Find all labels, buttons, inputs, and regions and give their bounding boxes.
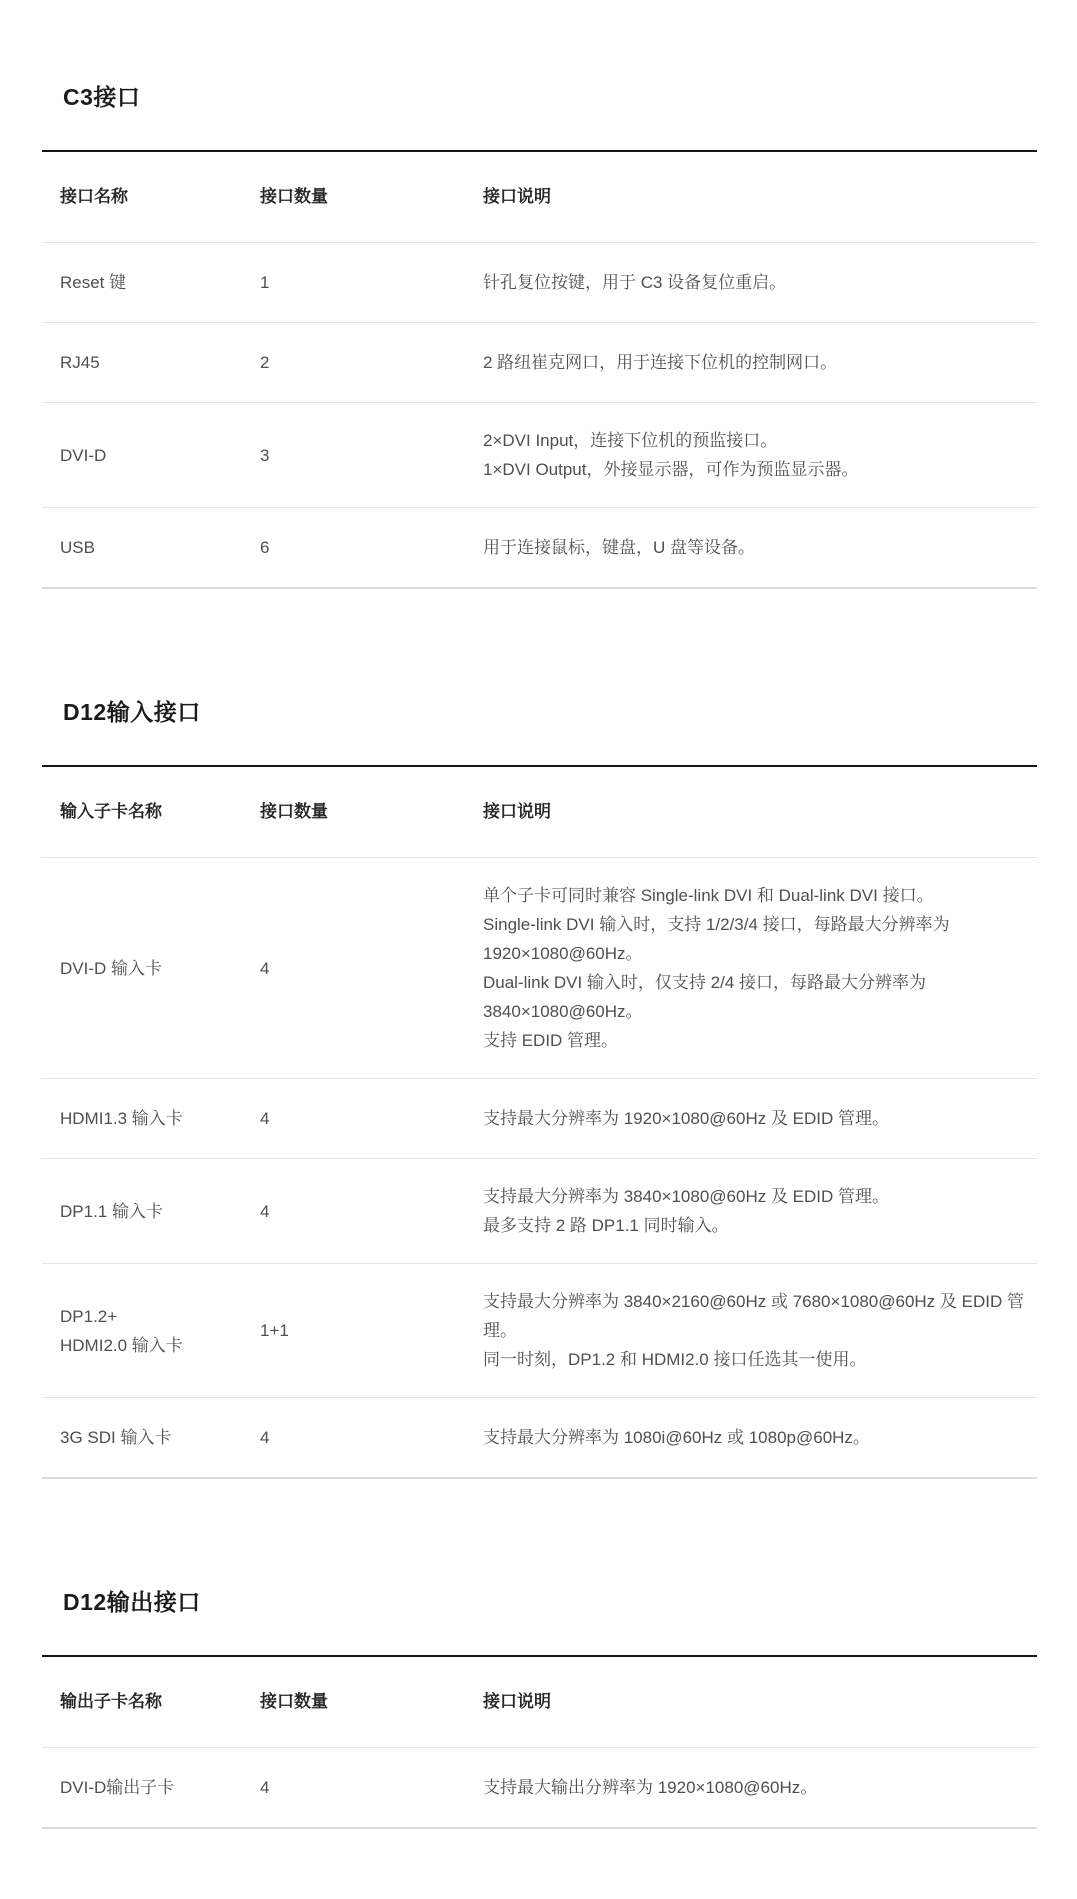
spec-table [42,150,1037,589]
row-quantity-cell: 1 [260,273,270,292]
row-name-cell [60,954,260,983]
table-row [42,1747,1037,1827]
row-description-line: Dual-link DVI 输入时，仅支持 2/4 接口，每路最大分辨率为 3840×1080@60Hz。 [483,973,926,1021]
row-quantity-cell: 4 [260,1201,270,1221]
row-description-line: 支持最大分辨率为 1920×1080@60Hz 及 EDID 管理。 [483,1109,890,1128]
row-description-cell [483,533,1031,562]
row-description-line: 用于连接鼠标，键盘，U 盘等设备。 [483,538,755,557]
spec-table [42,765,1037,1479]
row-description-cell [483,426,1031,484]
row-quantity-cell: 3 [260,445,270,465]
row-name-cell [60,533,260,562]
column-header-quantity: 接口数量 [260,802,328,821]
spec-section [42,84,1037,589]
row-description-cell [483,1104,1031,1133]
column-header-description: 接口说明 [483,187,551,206]
column-header-name: 接口名称 [60,187,128,206]
row-description-cell [483,1182,1031,1240]
table-row [42,507,1037,587]
section-title: D12输出接口 [63,1589,201,1615]
column-header-description: 接口说明 [483,802,551,821]
row-name-line: DVI-D 输入卡 [60,958,162,978]
column-header-name: 输入子卡名称 [60,802,162,821]
table-row [42,402,1037,507]
table-header-row [42,152,1037,242]
row-description-line: 2 路纽崔克网口，用于连接下位机的控制网口。 [483,353,838,372]
row-name-cell [60,348,260,377]
row-name-line: USB [60,538,95,557]
row-name-line: DVI-D输出子卡 [60,1778,175,1797]
row-description-line: 针孔复位按键，用于 C3 设备复位重启。 [483,273,787,292]
table-row [42,1263,1037,1397]
column-header-name: 输出子卡名称 [60,1692,162,1711]
row-description-line: 单个子卡可同时兼容 Single-link DVI 和 Dual-link DVI 接口。 [483,886,934,905]
row-quantity-cell: 4 [260,1778,270,1797]
row-name-line: RJ45 [60,353,100,372]
row-quantity-cell: 4 [260,1109,270,1128]
row-name-cell [60,268,260,297]
row-description-line: 2×DVI Input，连接下位机的预监接口。 [483,431,778,450]
row-name-line: HDMI2.0 输入卡 [60,1335,183,1355]
row-quantity-cell: 1+1 [260,1321,289,1340]
row-name-cell [60,441,260,470]
row-name-cell [60,1773,260,1802]
row-name-line: DVI-D [60,445,107,465]
row-description-cell [483,348,1031,377]
table-row [42,1397,1037,1477]
row-description-line: 支持最大分辨率为 3840×2160@60Hz 或 7680×1080@60Hz 及 EDID 管理。 [483,1292,1024,1340]
table-row [42,1158,1037,1263]
table-row [42,857,1037,1078]
row-description-cell [483,1423,1031,1452]
column-header-description: 接口说明 [483,1692,551,1711]
row-quantity-cell: 4 [260,1428,270,1447]
table-header-row [42,1657,1037,1747]
row-description-line: 1×DVI Output，外接显示器，可作为预监显示器。 [483,460,859,479]
row-description-line: 支持最大分辨率为 1080i@60Hz 或 1080p@60Hz。 [483,1428,870,1447]
row-description-cell [483,881,1031,1055]
row-quantity-cell: 2 [260,353,270,372]
row-description-cell [483,1773,1031,1802]
row-description-cell [483,268,1031,297]
row-quantity-cell: 4 [260,958,270,978]
spec-section [42,699,1037,1479]
row-name-line: Reset 键 [60,273,127,292]
row-quantity-cell: 6 [260,538,270,557]
column-header-quantity: 接口数量 [260,1692,328,1711]
spec-section [42,1589,1037,1829]
section-title: D12输入接口 [63,699,201,725]
row-name-line: 3G SDI 输入卡 [60,1428,172,1447]
section-title: C3接口 [63,84,141,110]
row-name-cell [60,1197,260,1226]
table-row [42,322,1037,402]
row-description-line: 最多支持 2 路 DP1.1 同时输入。 [483,1216,729,1235]
table-header-row [42,767,1037,857]
row-name-cell [60,1423,260,1452]
row-description-line: 同一时刻，DP1.2 和 HDMI2.0 接口任选其一使用。 [483,1350,867,1369]
row-description-cell [483,1287,1031,1374]
row-name-cell [60,1302,260,1360]
row-description-line: Single-link DVI 输入时，支持 1/2/3/4 接口，每路最大分辨率为 1920×1080@60Hz。 [483,915,950,963]
row-name-cell [60,1104,260,1133]
row-name-line: DP1.2+ [60,1306,118,1326]
table-row [42,1078,1037,1158]
column-header-quantity: 接口数量 [260,187,328,206]
row-name-line: HDMI1.3 输入卡 [60,1109,183,1128]
row-name-line: DP1.1 输入卡 [60,1201,163,1221]
table-row [42,242,1037,322]
row-description-line: 支持 EDID 管理。 [483,1031,619,1050]
row-description-line: 支持最大分辨率为 3840×1080@60Hz 及 EDID 管理。 [483,1187,890,1206]
row-description-line: 支持最大输出分辨率为 1920×1080@60Hz。 [483,1778,818,1797]
spec-table [42,1655,1037,1829]
